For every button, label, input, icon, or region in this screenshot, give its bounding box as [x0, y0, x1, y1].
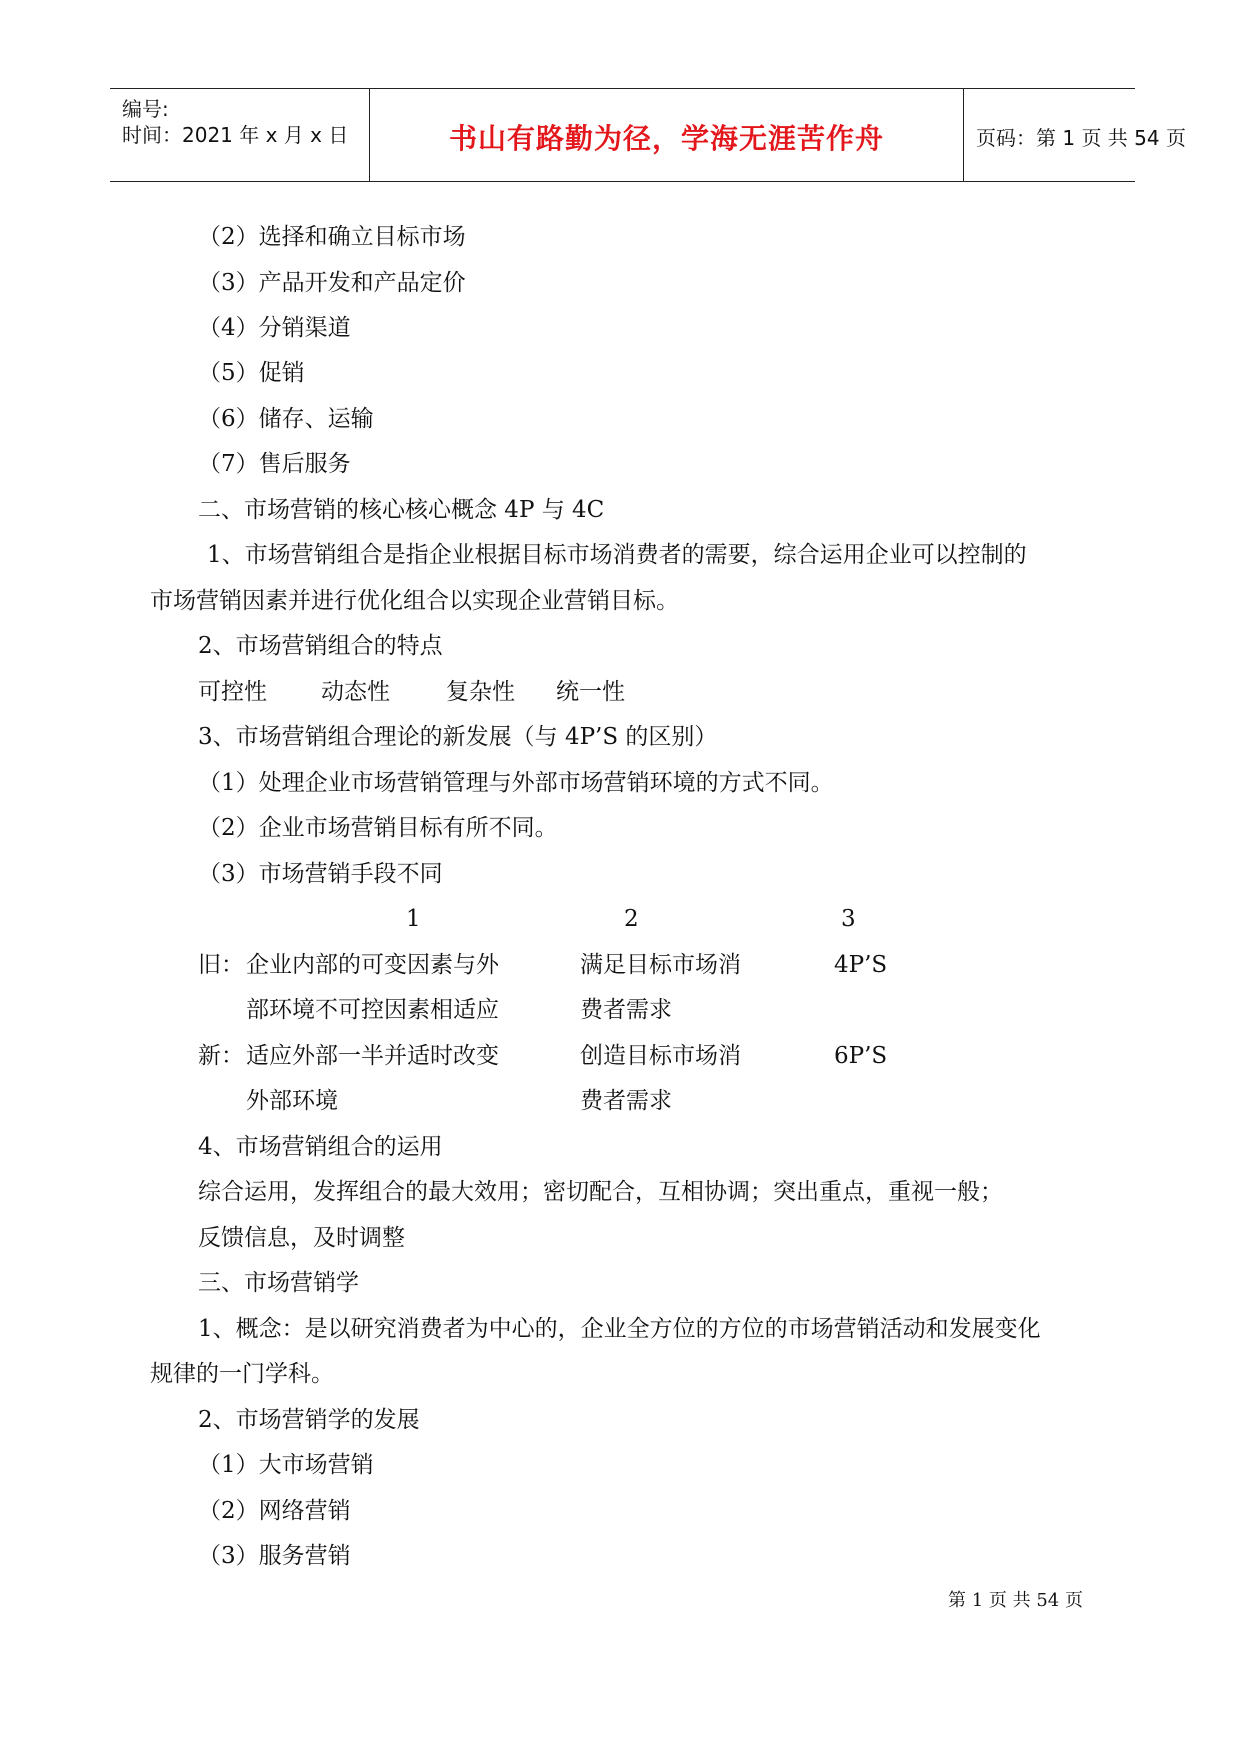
subheading: 2、市场营销学的发展	[198, 1407, 420, 1433]
list-item: （2）网络营销	[198, 1498, 351, 1524]
header-page-code: 页码：第 1 页 共 54 页	[976, 126, 1186, 150]
list-item: （6）储存、运输	[198, 406, 374, 432]
section-heading: 二、市场营销的核心核心概念 4P 与 4C	[198, 497, 605, 523]
document-number-label: 编号:	[122, 97, 169, 121]
feature-term: 统一性	[556, 679, 625, 705]
subheading: 2、市场营销组合的特点	[198, 633, 443, 659]
row-label: 新：	[198, 1043, 244, 1069]
table-cell: 4P’S	[834, 952, 888, 978]
list-item: （3）服务营销	[198, 1543, 351, 1569]
table-cell: 部环境不可控因素相适应	[246, 997, 499, 1023]
column-header: 2	[624, 906, 639, 932]
paragraph-line: 反馈信息，及时调整	[198, 1225, 405, 1251]
feature-term: 动态性	[321, 679, 390, 705]
page-footer: 第 1 页 共 54 页	[948, 1590, 1083, 1611]
list-item: （5）促销	[198, 360, 305, 386]
list-item: （1）大市场营销	[198, 1452, 374, 1478]
table-cell: 6P’S	[834, 1043, 888, 1069]
list-item: （7）售后服务	[198, 451, 351, 477]
row-label: 旧：	[198, 952, 244, 978]
table-cell: 创造目标市场消	[580, 1043, 741, 1069]
page-header	[110, 88, 1186, 182]
feature-term: 复杂性	[446, 679, 515, 705]
header-middle-cell	[370, 89, 964, 181]
list-item: （2）企业市场营销目标有所不同。	[198, 815, 558, 841]
table-cell: 适应外部一半并适时改变	[246, 1043, 499, 1069]
feature-term: 可控性	[198, 679, 267, 705]
document-date: 时间：2021 年 x 月 x 日	[122, 123, 349, 147]
subheading: 3、市场营销组合理论的新发展（与 4P’S 的区别）	[198, 724, 718, 750]
paragraph-line: 市场营销因素并进行优化组合以实现企业营销目标。	[150, 588, 679, 614]
column-header: 1	[406, 906, 421, 932]
header-left-cell	[110, 89, 370, 181]
column-header: 3	[841, 906, 856, 932]
paragraph-line: 综合运用，发挥组合的最大效用；密切配合，互相协调；突出重点，重视一般；	[198, 1179, 1003, 1205]
header-motto: 书山有路勤为径，学海无涯苦作舟	[448, 122, 884, 155]
paragraph-line: 1、市场营销组合是指企业根据目标市场消费者的需要，综合运用企业可以控制的	[207, 542, 1027, 568]
table-cell: 外部环境	[246, 1088, 338, 1114]
list-item: （4）分销渠道	[198, 315, 351, 341]
table-cell: 费者需求	[580, 1088, 672, 1114]
table-cell: 满足目标市场消	[580, 952, 741, 978]
list-item: （3）产品开发和产品定价	[198, 270, 466, 296]
subheading: 4、市场营销组合的运用	[198, 1134, 443, 1160]
list-item: （1）处理企业市场营销管理与外部市场营销环境的方式不同。	[198, 770, 834, 796]
table-cell: 费者需求	[580, 997, 672, 1023]
header-right-cell	[964, 89, 1186, 181]
table-cell: 企业内部的可变因素与外	[246, 952, 499, 978]
list-item: （2）选择和确立目标市场	[198, 224, 466, 250]
section-heading: 三、市场营销学	[198, 1270, 359, 1296]
list-item: （3）市场营销手段不同	[198, 861, 443, 887]
paragraph-line: 规律的一门学科。	[150, 1361, 334, 1387]
paragraph-line: 1、概念：是以研究消费者为中心的，企业全方位的方位的市场营销活动和发展变化	[198, 1316, 1041, 1342]
